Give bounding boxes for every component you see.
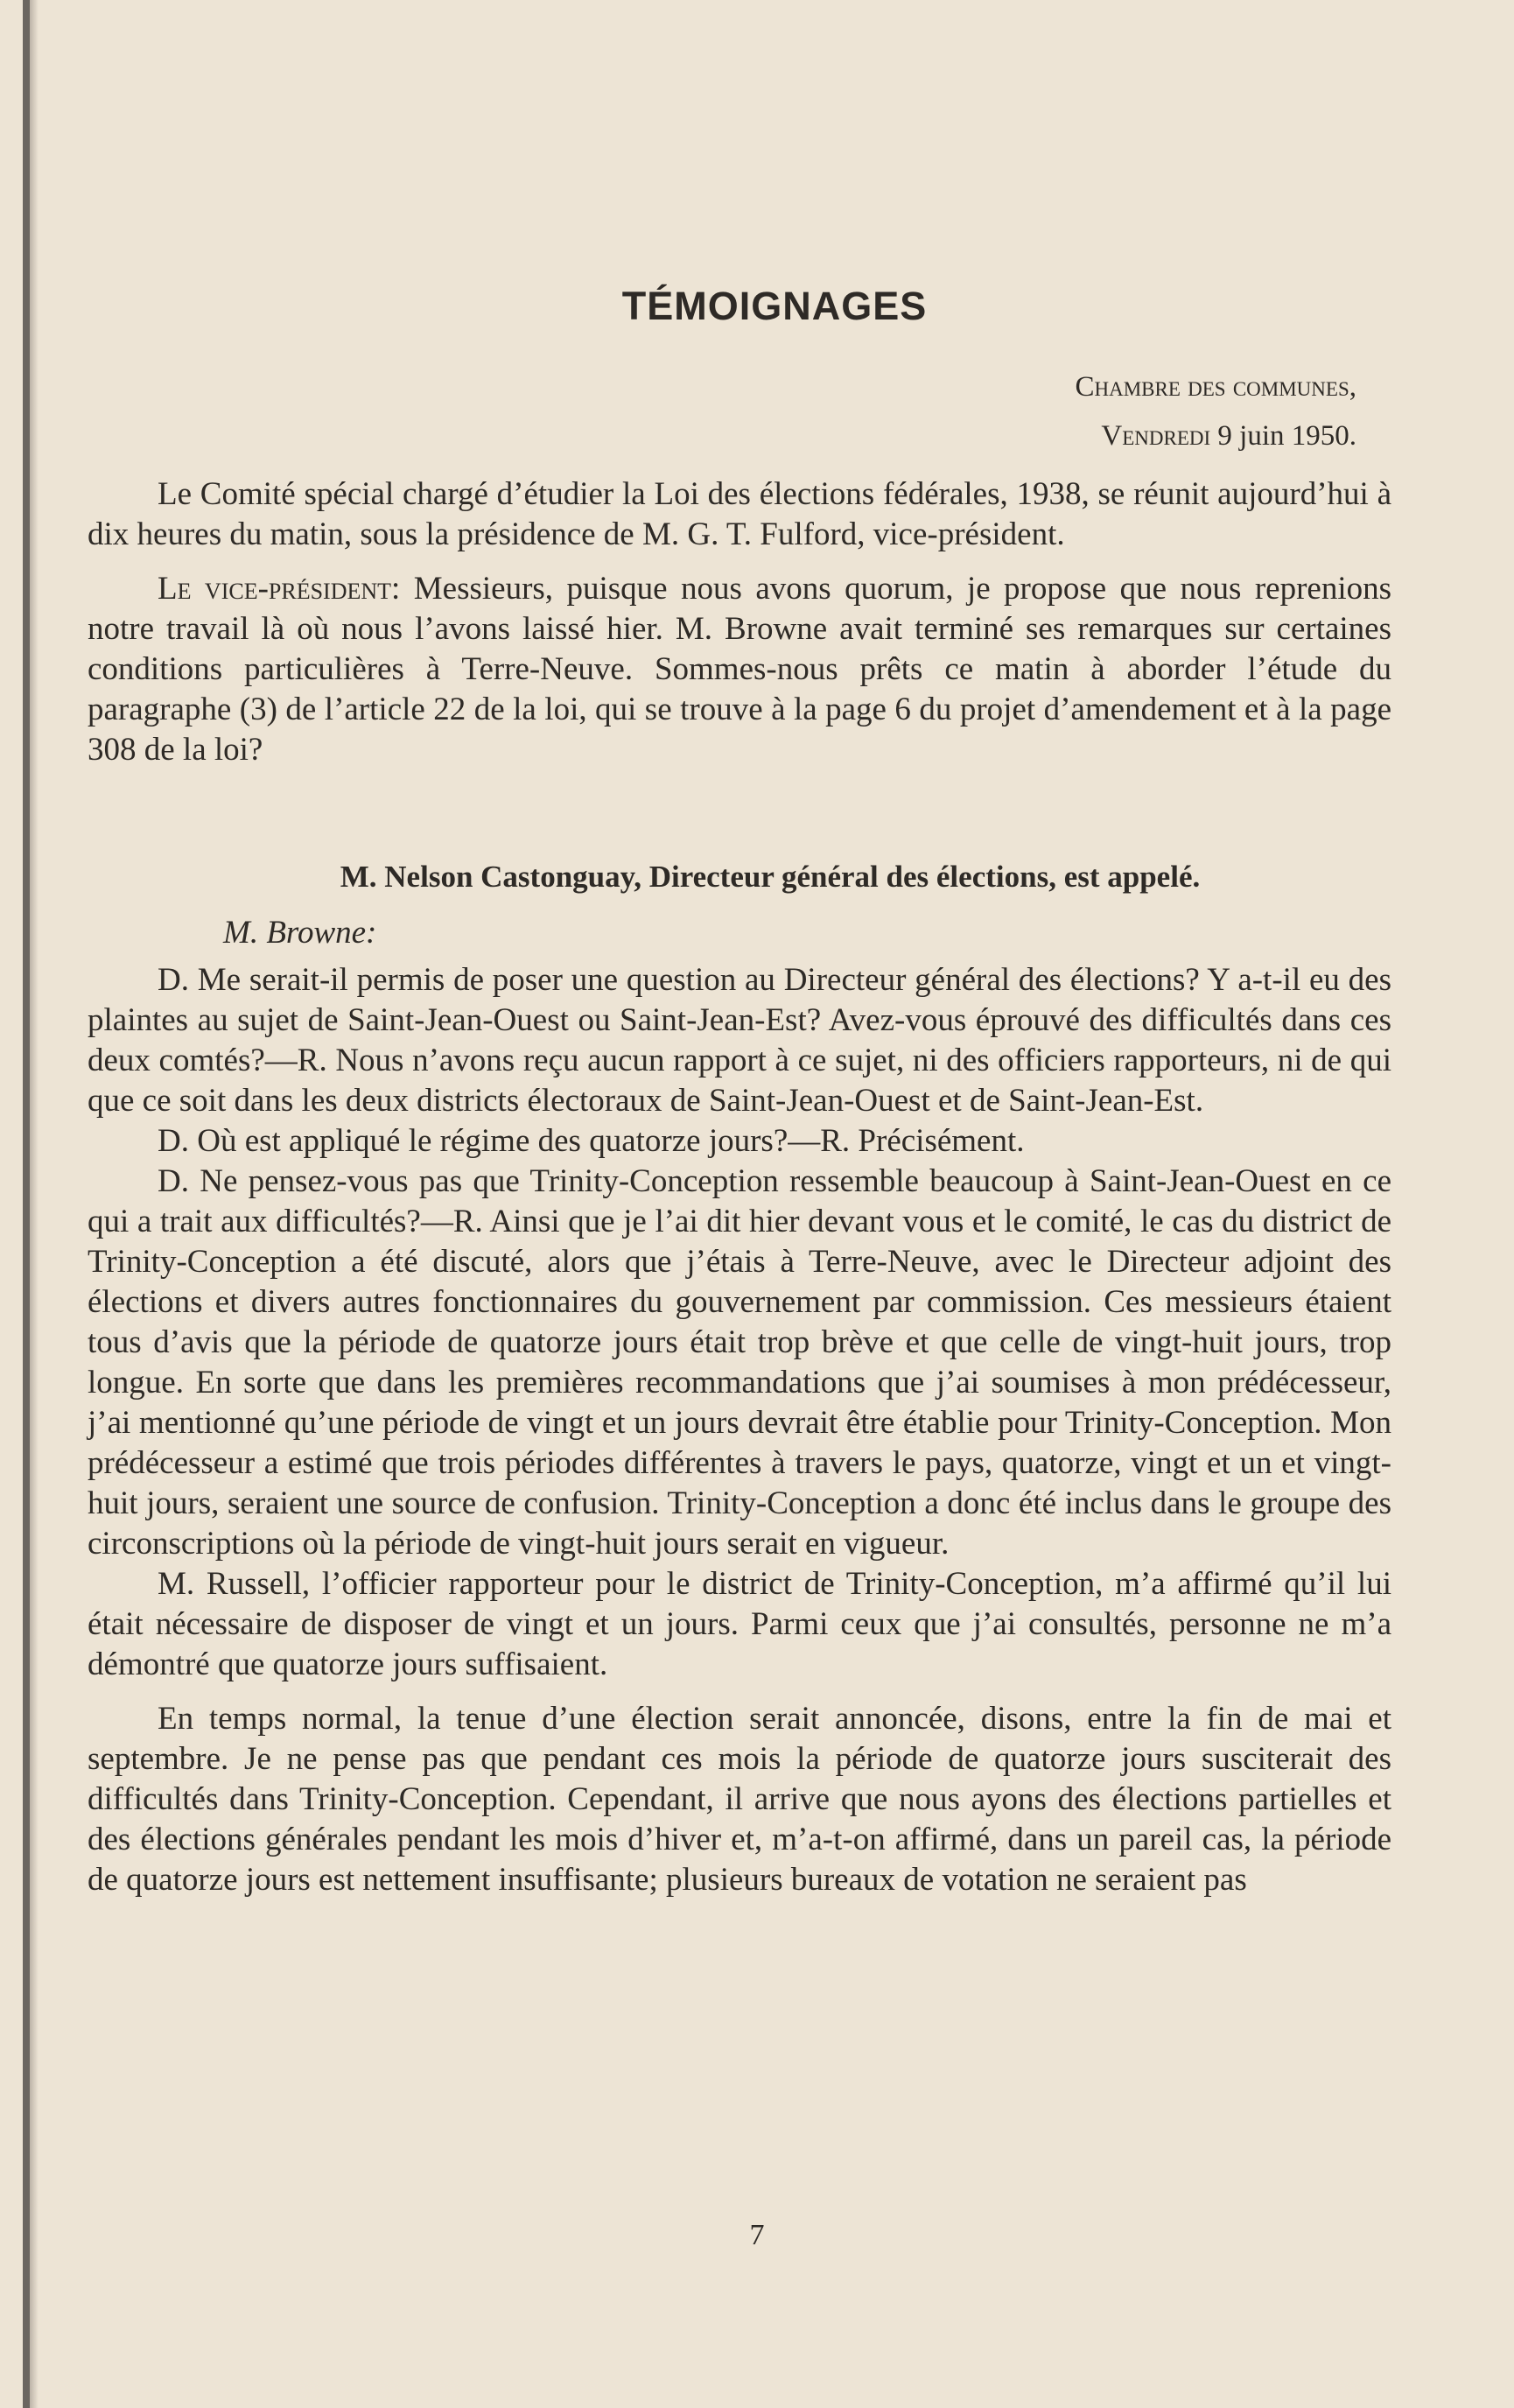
document-title: TÉMOIGNAGES <box>621 284 928 328</box>
dateline-date-row <box>88 411 1356 460</box>
witness-called-heading: M. Nelson Castonguay, Directeur général des élections, est appelé. <box>340 860 1201 894</box>
dateline <box>88 362 1391 460</box>
dateline-date: 9 juin 1950. <box>1217 420 1356 452</box>
page-number: 7 <box>749 2219 765 2251</box>
document-page <box>88 263 1391 1900</box>
chair-speaker: Le vice-président: <box>158 571 401 607</box>
exchange-paragraph: En temps normal, la tenue d’une élection serait annoncée, disons, entre la fin de mai et septembre. Je ne pense pas que pendant ces mois la période de quatorze jours susciterait des difficultés dans Trinity-Conception. Cependant, il arrive que nous ayons des élections partielles et des élections générales pendant les mois d’hiver et, m’a-t-on affirmé, dans un pareil cas, la période de quatorze jours est nettement insuffisante; plusieurs bureaux de votation ne seraient pas <box>88 1701 1391 1898</box>
opening-paragraph: Le Comité spécial chargé d’étudier la Loi des élections fédérales, 1938, se réunit aujourd’hui à dix heures du matin, sous la présidence de M. G. T. Fulford, vice-président. <box>88 476 1391 552</box>
dateline-day: Vendredi <box>1101 420 1211 452</box>
chair-statement <box>88 569 1391 770</box>
scan-binding-shadow <box>30 0 39 2408</box>
exchange-paragraph: D. Ne pensez-vous pas que Trinity-Conception ressemble beaucoup à Saint-Jean-Ouest en ce qui a trait aux difficultés?—R. Ainsi que je l’ai dit hier devant vous et le comité, le cas du district de Trinity-Conception a été discuté, alors que j’étais à Terre-Neuve, avec le Directeur adjoint des élections et divers autres fonctionnaires du gouvernement par commission. Ces messieurs étaient tous d’avis que la période de quatorze jours était trop brève et que celle de vingt-huit jours, trop longue. En sorte que dans les premières recommandations que j’ai soumises à mon prédécesseur, j’ai mentionné qu’une période de vingt et un jours devrait être établie pour Trinity-Conception. Mon prédécesseur a estimé que trois périodes différentes à travers le pays, quatorze, vingt et un et vingt-huit jours, seraient une source de confusion. Trinity-Conception a donc été inclus dans le groupe des circonscriptions où la période de vingt-huit jours serait en vigueur. <box>88 1163 1391 1562</box>
examiner-name: M. Browne: <box>223 915 377 951</box>
exchange-paragraph: M. Russell, l’officier rapporteur pour le district de Trinity-Conception, m’a affirmé qu’il lui était nécessaire de disposer de vingt et un jours. Parmi ceux que j’ai consultés, personne ne m’a démontré que quatorze jours suffisaient. <box>88 1566 1391 1682</box>
chair-statement-text: Messieurs, puisque nous avons quorum, je propose que nous reprenions notre travail là où nous l’avons laissé hier. M. Browne avait terminé ses remarques sur certaines conditions particulières à Terre-Neuve. Sommes-nous prêts ce matin à aborder l’étude du paragraphe (3) de l’article 22 de la loi, qui se trouve à la page 6 du projet d’amendement et à la page 308 de la loi? <box>88 571 1391 768</box>
scan-binding-edge <box>23 0 30 2408</box>
exchange-paragraph: D. Où est appliqué le régime des quatorze jours?—R. Précisément. <box>158 1123 1025 1159</box>
dateline-place: Chambre des communes, <box>1075 371 1356 403</box>
exchange-paragraph: D. Me serait-il permis de poser une question au Directeur général des élections? Y a-t-il eu des plaintes au sujet de Saint-Jean-Ouest ou Saint-Jean-Est? Avez-vous éprouvé des difficultés dans ces deux comtés?—R. Nous n’avons reçu aucun rapport à ce sujet, ni des officiers rapporteurs, ni de qui que ce soit dans les deux districts électoraux de Saint-Jean-Ouest et de Saint-Jean-Est. <box>88 962 1391 1119</box>
